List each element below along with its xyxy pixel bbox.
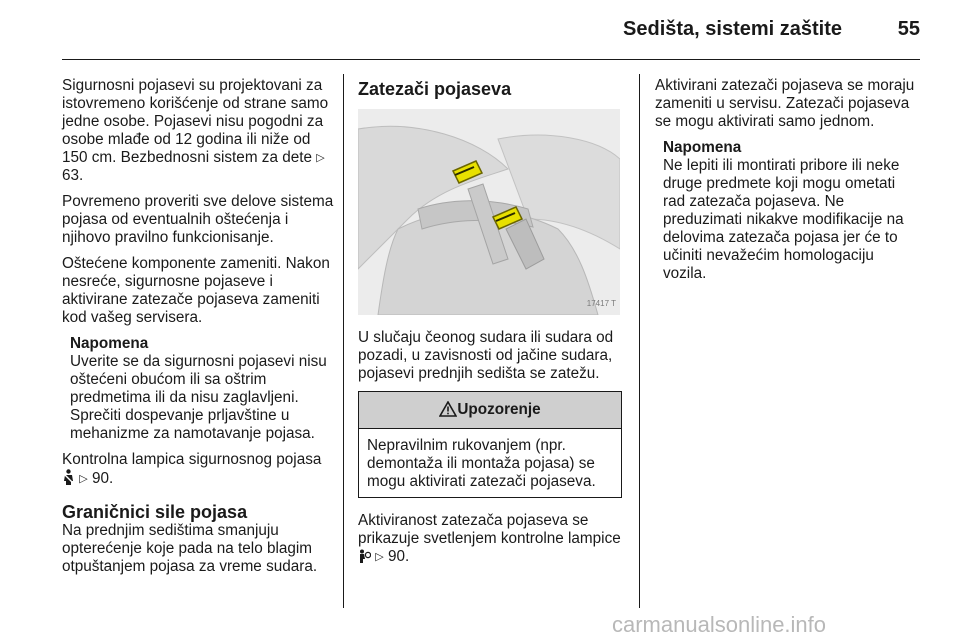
seatbelt-warning-icon bbox=[62, 469, 75, 490]
paragraph: Aktivirani zatezači pojaseva se moraju zameniti u servisu. Zatezači pojaseva se mogu aktivirati samo jednom. bbox=[655, 77, 915, 130]
reference-arrow-icon: ▷ bbox=[79, 473, 88, 485]
column-middle bbox=[358, 77, 624, 576]
paragraph: Aktiviranost zatezača pojaseva se prikazuje svetlenjem kontrolne lampice ▷ 90. bbox=[358, 512, 624, 568]
reference-arrow-icon: ▷ bbox=[375, 551, 384, 563]
column-divider bbox=[639, 74, 640, 608]
note-title: Napomena bbox=[663, 139, 742, 156]
paragraph: Povremeno proveriti sve delove sistema pojasa od eventualnih oštećenja i njihovo pravilno funkcionisanje. bbox=[62, 193, 334, 246]
warning-text: Nepravilnim rukovanjem (npr. demontaža ili montaža pojasa) se mogu aktivirati zatezači pojaseva. bbox=[367, 437, 596, 490]
warning-title: Upozorenje bbox=[457, 401, 541, 418]
paragraph: Na prednjim sedištima smanjuju opterećenje koje pada na telo blagim otpuštanjem pojasa za vreme sudara. bbox=[62, 522, 318, 575]
note-block bbox=[70, 335, 334, 443]
column-left bbox=[62, 77, 334, 584]
belt-tensioner-illustration bbox=[358, 109, 620, 315]
watermark: carmanualsonline.info bbox=[612, 612, 827, 637]
paragraph: Oštećene komponente zameniti. Nakon nesreće, sigurnosne pojaseve i aktivirane zatezače pojaseva zameniti kod vašeg servisera. bbox=[62, 255, 330, 326]
note-title: Napomena bbox=[70, 335, 149, 352]
paragraph: Kontrolna lampica sigurnosnog pojasa ▷ 90. bbox=[62, 451, 334, 490]
paragraph: Sigurnosni pojasevi su projektovani za istovremeno korišćenje od strane samo jedne osobe. Pojasevi nisu pogodni za osobe mlađe od 12 godina ili niže od 150 cm. Bezbednosni sistem za dete ▷ 63. bbox=[62, 77, 329, 184]
image-code: 17417 T bbox=[586, 299, 616, 308]
page-number: 55 bbox=[897, 18, 920, 40]
running-header-title: Sedišta, sistemi zaštite bbox=[623, 18, 842, 40]
paragraph: U slučaju čeonog sudara ili sudara od pozadi, u zavisnosti od jačine sudara, pojasevi prednjih sedišta se zatežu. bbox=[358, 329, 614, 382]
note-text: Uverite se da sigurnosni pojasevi nisu oštećeni obućom ili sa oštrim predmetima ili da nisu zaglavljeni. Sprečiti dospevanje prljavštine u mehanizme za namotavanje pojasa. bbox=[70, 353, 327, 442]
header-rule bbox=[62, 59, 920, 60]
warning-triangle-icon bbox=[439, 401, 457, 420]
note-text: Ne lepiti ili montirati pribore ili neke druge predmete koji mogu ometati rad zatezača pojaseva. Ne preduzimati nikakve modifikacije na delovima zatezača pojasa jer će to učiniti nevažećim homologaciju vozila. bbox=[663, 157, 904, 282]
section-heading: Zatezači pojaseva bbox=[358, 79, 512, 99]
warning-box bbox=[358, 391, 622, 498]
note-block bbox=[663, 139, 921, 283]
column-divider bbox=[343, 74, 344, 608]
section-heading: Graničnici sile pojasa bbox=[62, 502, 248, 522]
reference-arrow-icon: ▷ bbox=[316, 152, 325, 164]
column-right bbox=[655, 77, 921, 291]
warning-header bbox=[359, 392, 621, 429]
airbag-icon bbox=[358, 549, 371, 568]
